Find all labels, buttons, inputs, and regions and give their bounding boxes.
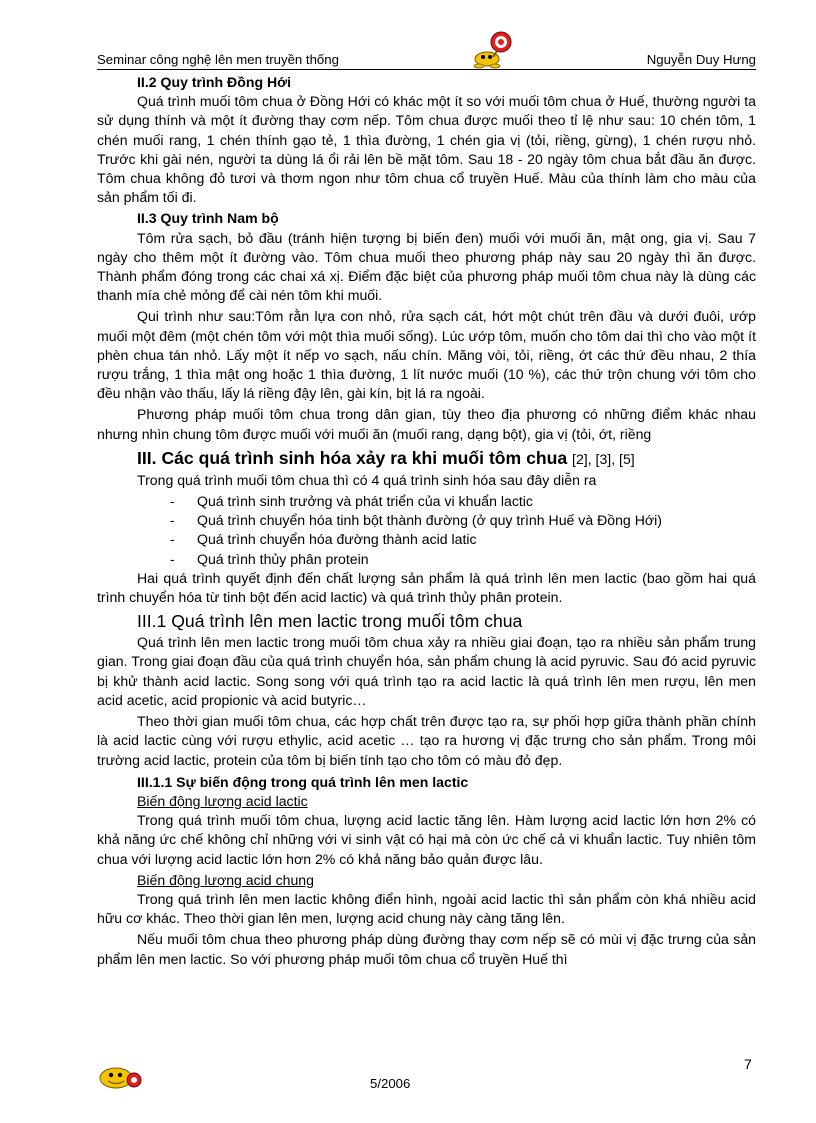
paragraph: Tôm rửa sạch, bỏ đầu (tránh hiện tượng bị biến đen) muối với muối ăn, mật ong, gia vị. Sau 7 ngày cho thêm một ít đường vào. Tôm chua muối theo phương pháp này sau 20 ngày thì ăn được. Thành phẩm đóng trong các chai xá xị. Điểm đặc biệt của phương pháp muối tôm chua này là dùng các thanh mía chẻ mỏng để cài nén tôm khi muối. xyxy=(97,229,756,304)
document-body xyxy=(97,73,756,971)
header-author: Nguyễn Duy Hưng xyxy=(646,52,756,67)
section-heading: II.2 Quy trình Đồng Hới xyxy=(137,74,292,90)
cartoon-smiley-icon xyxy=(469,29,517,72)
topic-heading: Biến động lượng acid chung xyxy=(137,871,314,888)
paragraph: Phương pháp muối tôm chua trong dân gian, tùy theo địa phương có những điểm khác nhau nhưng nhìn chung tôm được muối với muối ăn (muối rang, dạng bột), gia vị (tỏi, ớt, riềng xyxy=(97,406,756,442)
paragraph: Theo thời gian muối tôm chua, các hợp chất trên được tạo ra, sự phối hợp giữa thành phần chính là acid lactic cùng với rượu ethylic, acid acetic … tạo ra hương vị đặc trưng cho sản phẩm. Trong môi trường acid lactic, protein của tôm bị biến tính tạo cho tôm có màu đỏ đẹp. xyxy=(97,713,756,768)
paragraph: Trong quá trình muối tôm chua thì có 4 quá trình sinh hóa sau đây diễn ra xyxy=(137,471,597,488)
paragraph: Quá trình muối tôm chua ở Đồng Hới có khác một ít so với muối tôm chua ở Huế, thường người ta sử dụng thính và một ít đường thay cơm nếp. Tôm chua được muối theo tỉ lệ như sau: 10 chén tôm, 1 chén muối rang, 1 chén thính gạo tẻ, 1 thìa đường, 1 chén gia vị (tỏi, riềng, gừng), 1 chén rượu nhỏ. Trước khi gài nén, người ta dùng lá ổi rải lên bề mặt tôm. Sau 18 - 20 ngày tôm chua bắt đầu ăn được. Tôm chua không đỏ tươi và thơm ngon như tôm chua cổ truyền Huế. Màu của thính làm cho màu của sản phẩm tối đi. xyxy=(97,93,756,206)
process-list xyxy=(97,492,756,569)
paragraph: Quá trình lên men lactic trong muối tôm chua xảy ra nhiều giai đoạn, tạo ra nhiều sản phẩm trung gian. Trong giai đoạn đầu của quá trình chuyển hóa, sản phẩm chung là acid pyruvic. Sau đó acid pyruvic bị khử thành acid lactic. Song song với quá trình tạo ra acid lactic là quá trình lên men rượu, lên men acid acetic, acid propionic và acid butyric… xyxy=(97,634,756,708)
header-title: Seminar công nghệ lên men truyền thống xyxy=(97,52,339,67)
paragraph: Nếu muối tôm chua theo phương pháp dùng đường thay cơm nếp sẽ có mùi vị đặc trưng của sản phẩm lên men lactic. So với phương pháp muối tôm chua cổ truyền Huế thì xyxy=(97,931,756,967)
chapter-heading xyxy=(97,446,756,471)
list-item: - Quá trình sinh trưởng và phát triển của vi khuẩn lactic xyxy=(170,492,756,511)
footer-date: 5/2006 xyxy=(370,1076,411,1091)
section-heading: II.3 Quy trình Nam bộ xyxy=(137,210,279,227)
chapter-heading-text: III. Các quá trình sinh hóa xảy ra khi muối tôm chua xyxy=(137,447,568,468)
paragraph: Hai quá trình quyết định đến chất lượng sản phẩm là quá trình lên men lactic (bao gồm hai quá trình chuyển hóa từ tinh bột đến acid lactic) và quá trình thủy phân protein. xyxy=(97,569,756,606)
list-item: - Quá trình chuyển hóa tinh bột thành đường (ở quy trình Huế và Đồng Hới) xyxy=(170,511,756,530)
subsection-heading: III.1 Quá trình lên men lactic trong muối tôm chua xyxy=(137,611,523,632)
paragraph: Qui trình như sau:Tôm rằn lựa con nhỏ, rửa sạch cát, hớt một chút trên đầu và dưới đuôi, ướp muối một đêm (một chén tôm với một thìa muối sống). Lúc ướp tôm, muốn cho tôm dai thì cho vào một ít phèn chua tán nhỏ. Lấy một ít nếp vo sạch, nấu chín. Măng vòi, tỏi, riềng, ớt các thứ đều nhau, 2 thía rượu trắng, 1 thìa mật ong hoặc 1 thìa đường, 1 lít nước muối (10 %), các thứ trộn chung với tôm cho đều nhận vào thấu, lấy lá riềng đậy lên, gài kín, bịt lá ra ngoài. xyxy=(97,308,756,402)
list-item: - Quá trình chuyển hóa đường thành acid latic xyxy=(170,530,756,549)
chapter-references: [2], [3], [5] xyxy=(572,450,635,467)
paragraph: Trong quá trình lên men lactic không điển hình, ngoài acid lactic thì sản phẩm còn khá nhiều acid hữu cơ khác. Theo thời gian lên men, lượng acid chung này càng tăng lên. xyxy=(97,890,756,927)
list-item: - Quá trình thủy phân protein xyxy=(170,550,756,569)
paragraph: Trong quá trình muối tôm chua, lượng acid lactic tăng lên. Hàm lượng acid lactic lớn hơn 2% có khả năng ức chế không chỉ những với vi sinh vật có hại mà còn ức chế cả vi khuẩn lactic. Tuy nhiên tôm chua với lượng acid lactic lớn hơn 2% có khả năng bảo quản được lâu. xyxy=(97,812,756,867)
page-header xyxy=(97,51,756,70)
page-number: 7 xyxy=(744,1056,752,1072)
topic-heading: Biến động lượng acid lactic xyxy=(137,792,308,809)
cartoon-mascot-icon xyxy=(96,1063,144,1096)
subsubsection-heading: III.1.1 Sự biến động trong quá trình lên men lactic xyxy=(137,773,469,790)
